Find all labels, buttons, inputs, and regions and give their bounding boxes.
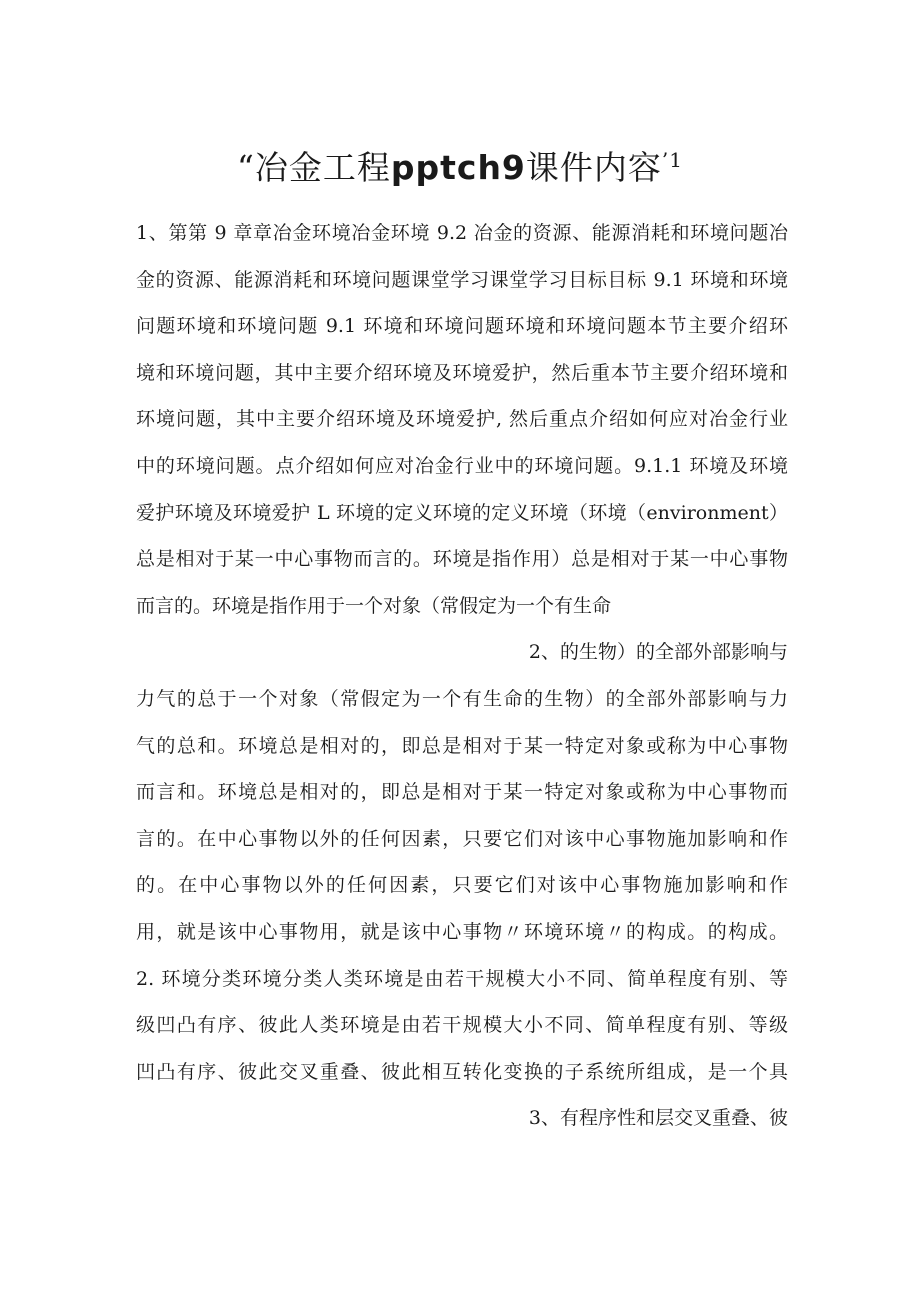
text-line: 问题环境和环境问题 9.1 环境和环境问题环境和环境问题本节主要介绍环 [136, 315, 788, 338]
text-line: 气的总和。环境总是相对的，即总是相对于某一特定对象或称为中心事物 [136, 734, 788, 757]
body-text [136, 210, 788, 1142]
title-prefix: “冶金工程 [236, 148, 391, 187]
text-line: 级凹凸有序、彼此人类环境是由若干规模大小不同、简单程度有别、等级 [136, 1014, 788, 1037]
text-line: 爱护环境及环境爱护 L 环境的定义环境的定义环境（环境（environment） [136, 501, 788, 524]
text-line: 环境问题，其中主要介绍环境及环境爱护, 然后重点介绍如何应对冶金行业 [136, 408, 788, 431]
text-line: 2、的生物）的全部外部影响与 [528, 641, 788, 664]
text-line: 言的。在中心事物以外的任何因素，只要它们对该中心事物施加影响和作 [136, 827, 788, 850]
title-latin: pptch9 [390, 148, 526, 187]
page-title [0, 136, 920, 192]
text-line: 的。在中心事物以外的任何因素，只要它们对该中心事物施加影响和作 [136, 874, 788, 897]
text-line: 而言的。环境是指作用于一个对象（常假定为一个有生命 [136, 594, 612, 617]
title-suffix: 课件内容 [525, 148, 662, 187]
title-mark: ’1 [661, 148, 683, 172]
text-line: 用，就是该中心事物用，就是该中心事物〃环境环境〃的构成。的构成。 [136, 920, 788, 943]
text-line: 凹凸有序、彼此交叉重叠、彼此相互转化变换的子系统所组成，是一个具 [136, 1060, 788, 1083]
text-line: 总是相对于某一中心事物而言的。环境是指作用）总是相对于某一中心事物 [136, 548, 788, 571]
text-line: 金的资源、能源消耗和环境问题课堂学习课堂学习目标目标 9.1 环境和环境 [136, 268, 788, 291]
text-line: 力气的总于一个对象（常假定为一个有生命的生物）的全部外部影响与力 [136, 687, 788, 710]
text-line: 3、有程序性和层交叉重叠、彼 [528, 1107, 788, 1130]
text-line: 而言和。环境总是相对的，即总是相对于某一特定对象或称为中心事物而 [136, 781, 788, 804]
text-line: 1、第第 9 章章冶金环境冶金环境 9.2 冶金的资源、能源消耗和环境问题冶 [136, 222, 788, 244]
text-line: 中的环境问题。点介绍如何应对冶金行业中的环境问题。9.1.1 环境及环境 [136, 454, 788, 477]
text-line: 境和环境问题，其中主要介绍环境及环境爱护，然后重本节主要介绍环境和 [136, 361, 788, 384]
text-line: 2. 环境分类环境分类人类环境是由若干规模大小不同、简单程度有别、等 [136, 967, 788, 990]
